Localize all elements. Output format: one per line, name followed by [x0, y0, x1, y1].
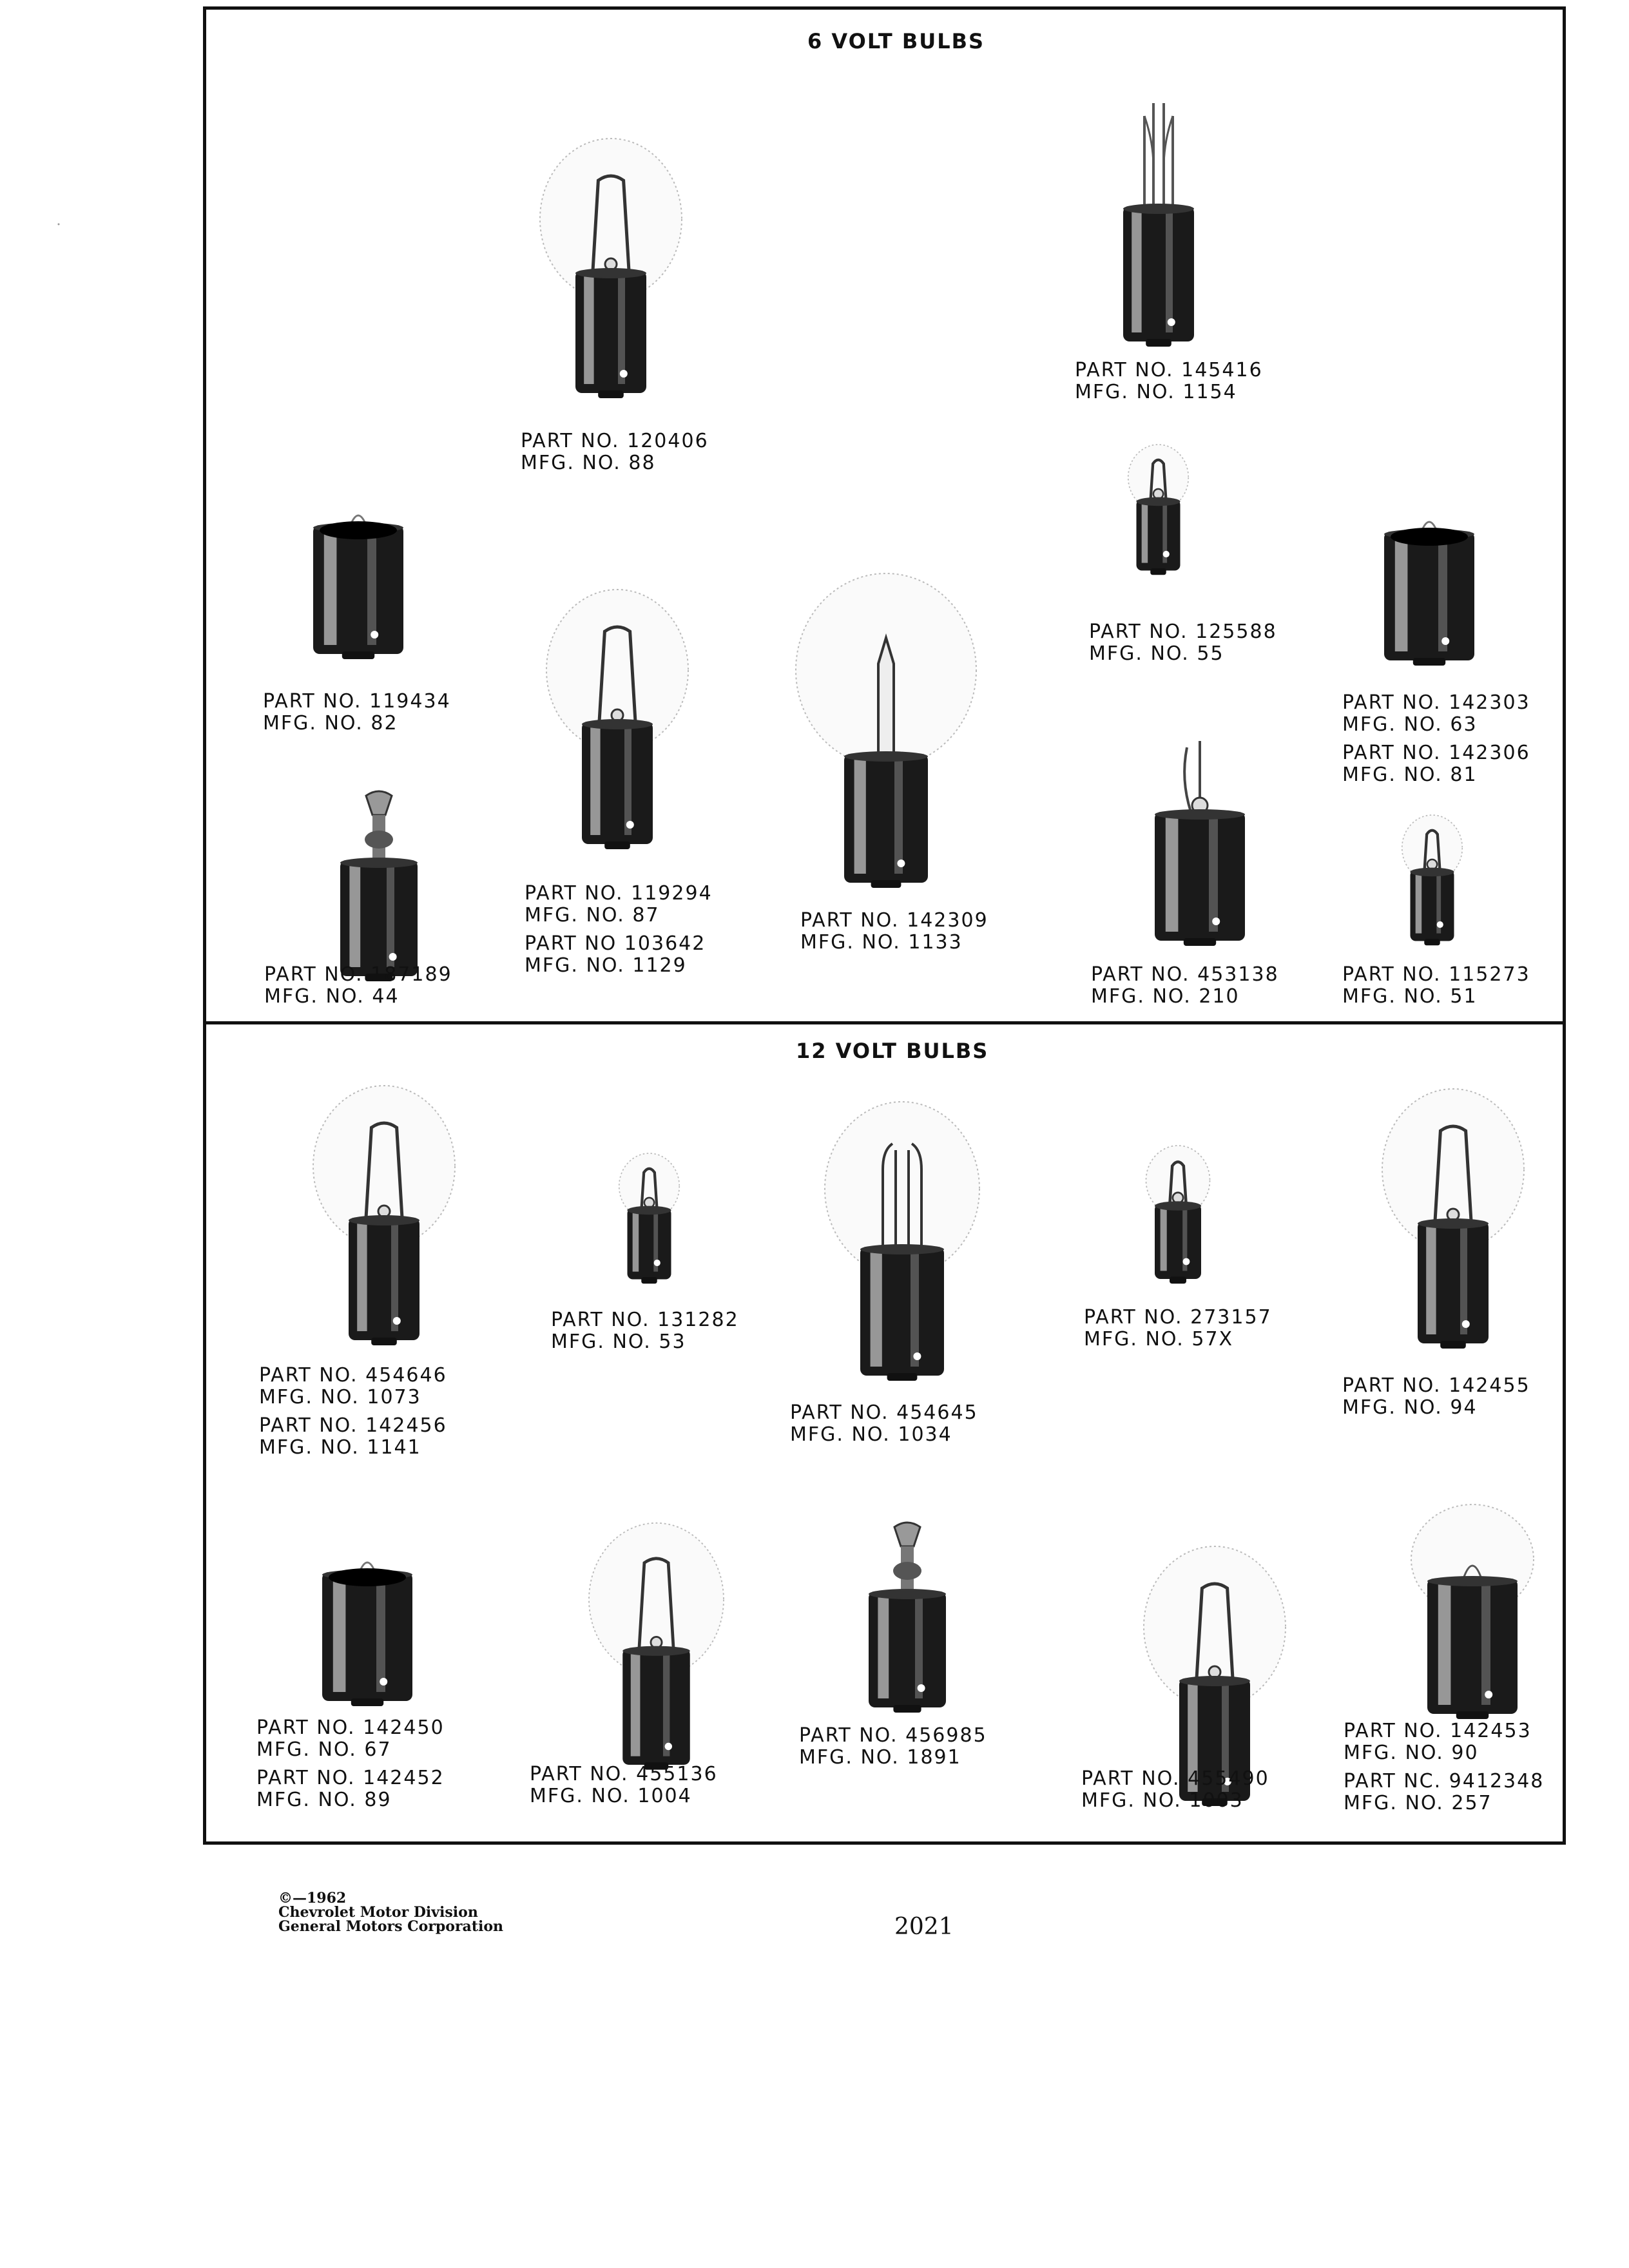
part-label-455490	[1081, 1768, 1269, 1812]
bulb-image-119434	[300, 496, 416, 670]
mfg-number-text: MFG. NO. 53	[551, 1331, 686, 1353]
mfg-number-text: MFG. NO. 94	[1342, 1396, 1478, 1419]
copyright-block	[278, 1891, 503, 1934]
bulb-drawing	[789, 567, 983, 889]
mfg-number-text: MFG. NO. 81	[1342, 764, 1478, 786]
part-number-text: PART NO. 131282	[551, 1309, 739, 1331]
part-number-text: PART NO. 142303	[1342, 691, 1530, 714]
mfg-number-text: MFG. NO. 210	[1091, 985, 1240, 1008]
bulb-image-131282	[611, 1153, 688, 1296]
part-label-454645	[790, 1402, 978, 1446]
mfg-number-text: MFG. NO. 1073	[259, 1386, 421, 1408]
part-number-text: PART NO. 454645	[790, 1401, 978, 1424]
mfg-number-text: MFG. NO. 67	[256, 1738, 392, 1761]
part-label-142453	[1344, 1720, 1544, 1814]
part-number-text: PART NO. 142309	[800, 909, 988, 932]
bulb-image-273157	[1137, 1146, 1219, 1296]
part-label-273157	[1084, 1307, 1272, 1350]
bulb-drawing	[1371, 503, 1487, 677]
mfg-number-text: MFG. NO. 1141	[259, 1436, 421, 1459]
bulb-drawing	[611, 1153, 688, 1296]
corporation-name: General Motors Corporation	[278, 1918, 504, 1935]
part-label-120406	[521, 430, 709, 474]
bulb-image-142453	[1395, 1508, 1550, 1720]
mfg-number-text: MFG. NO. 63	[1342, 713, 1478, 736]
part-label-115273	[1342, 964, 1530, 1008]
bulb-drawing	[1369, 1073, 1537, 1363]
bulb-drawing	[1142, 741, 1258, 947]
part-number-text: PART NO. 115273	[1342, 963, 1530, 986]
part-number-text: PART NO. 187189	[264, 963, 452, 986]
part-label-145416	[1075, 360, 1263, 403]
bulb-image-142309	[789, 567, 983, 889]
bulb-image-456985	[856, 1521, 959, 1720]
part-number-text: PART NO. 142450	[256, 1716, 445, 1739]
mfg-number-text: MFG. NO. 1034	[790, 1423, 952, 1446]
part-label-131282	[551, 1309, 739, 1353]
mfg-number-text: MFG. NO. 1891	[799, 1746, 961, 1769]
part-label-119434	[263, 691, 451, 735]
bulb-image-119294	[534, 573, 701, 863]
bulb-drawing	[309, 1543, 425, 1717]
part-number-text: PART NO. 142456	[259, 1414, 447, 1437]
bulb-drawing	[1395, 1508, 1550, 1720]
part-label-455136	[530, 1763, 718, 1807]
part-number-text: PART NO. 454646	[259, 1364, 447, 1387]
part-number-text: PART NO. 119294	[525, 882, 713, 905]
bulb-image-142450	[309, 1543, 425, 1717]
part-number-text: PART NO. 142306	[1342, 742, 1530, 764]
bulb-drawing	[1107, 90, 1210, 348]
part-label-125588	[1089, 621, 1277, 665]
bulb-drawing	[527, 122, 695, 412]
part-number-text: PART NO. 120406	[521, 430, 709, 452]
part-number-text: PART NO. 119434	[263, 690, 451, 713]
part-label-456985	[799, 1725, 987, 1769]
part-label-119294	[525, 883, 713, 977]
mfg-number-text: MFG. NO. 87	[525, 904, 660, 927]
bulb-drawing	[856, 1521, 959, 1720]
section-title-12-volt: 12 VOLT BULBS	[796, 1039, 989, 1063]
page-number: 2021	[894, 1914, 954, 1940]
part-label-142309	[800, 910, 988, 954]
bulb-image-120406	[527, 122, 695, 412]
part-number-text: PART NO. 453138	[1091, 963, 1279, 986]
part-number-text: PART NO. 455490	[1081, 1767, 1269, 1790]
section-divider	[203, 1021, 1566, 1024]
mfg-number-text: MFG. NO. 1003	[1081, 1789, 1244, 1812]
part-number-text: PART NO. 456985	[799, 1724, 987, 1747]
part-label-142450	[256, 1717, 445, 1811]
mfg-number-text: MFG. NO. 88	[521, 452, 656, 474]
division-name: Chevrolet Motor Division	[278, 1904, 478, 1921]
bulb-image-454645	[812, 1092, 992, 1389]
bulb-image-115273	[1394, 815, 1470, 957]
part-label-453138	[1091, 964, 1279, 1008]
part-label-142455	[1342, 1375, 1530, 1419]
mfg-number-text: MFG. NO. 57X	[1084, 1328, 1234, 1350]
bulb-image-187189	[327, 789, 430, 989]
part-number-text: PART NO. 455136	[530, 1763, 718, 1785]
copyright-year: ©—1962	[278, 1890, 347, 1907]
part-label-187189	[264, 964, 452, 1008]
bulb-drawing	[327, 789, 430, 989]
bulb-image-145416	[1107, 90, 1210, 348]
part-label-454646	[259, 1365, 447, 1459]
bulb-drawing	[300, 1070, 468, 1360]
mfg-number-text: MFG. NO. 82	[263, 712, 398, 735]
bulb-image-125588	[1120, 445, 1197, 587]
bulb-drawing	[1120, 445, 1197, 587]
section-title-6-volt: 6 VOLT BULBS	[807, 29, 985, 53]
part-number-text: PART NO. 142452	[256, 1767, 445, 1789]
part-number-text: PART NO. 145416	[1075, 359, 1263, 381]
part-label-142303	[1342, 692, 1530, 786]
part-number-text: PART NC. 9412348	[1344, 1770, 1545, 1792]
bulb-image-455136	[577, 1508, 736, 1783]
mfg-number-text: MFG. NO. 55	[1089, 642, 1224, 665]
mfg-number-text: MFG. NO. 90	[1344, 1742, 1479, 1764]
part-number-text: PART NO. 142453	[1344, 1720, 1532, 1742]
bulb-drawing	[812, 1092, 992, 1389]
bulb-drawing	[1137, 1146, 1219, 1296]
part-number-text: PART NO. 273157	[1084, 1306, 1272, 1329]
bulb-drawing	[577, 1508, 736, 1783]
mfg-number-text: MFG. NO. 257	[1344, 1792, 1492, 1814]
mfg-number-text: MFG. NO. 44	[264, 985, 400, 1008]
part-number-text: PART NO 103642	[525, 932, 706, 955]
mfg-number-text: MFG. NO. 1133	[800, 931, 963, 954]
mfg-number-text: MFG. NO. 1154	[1075, 381, 1237, 403]
mfg-number-text: MFG. NO. 51	[1342, 985, 1478, 1008]
bulb-image-454646	[300, 1070, 468, 1360]
mfg-number-text: MFG. NO. 1129	[525, 954, 687, 977]
part-number-text: PART NO. 125588	[1089, 620, 1277, 643]
bulb-drawing	[300, 496, 416, 670]
bulb-image-142303	[1371, 503, 1487, 677]
scan-speck	[57, 222, 61, 226]
bulb-image-142455	[1369, 1073, 1537, 1363]
part-number-text: PART NO. 142455	[1342, 1374, 1530, 1397]
bulb-image-453138	[1142, 741, 1258, 947]
mfg-number-text: MFG. NO. 1004	[530, 1785, 692, 1807]
bulb-drawing	[534, 573, 701, 863]
bulb-drawing	[1394, 815, 1470, 957]
mfg-number-text: MFG. NO. 89	[256, 1789, 392, 1811]
